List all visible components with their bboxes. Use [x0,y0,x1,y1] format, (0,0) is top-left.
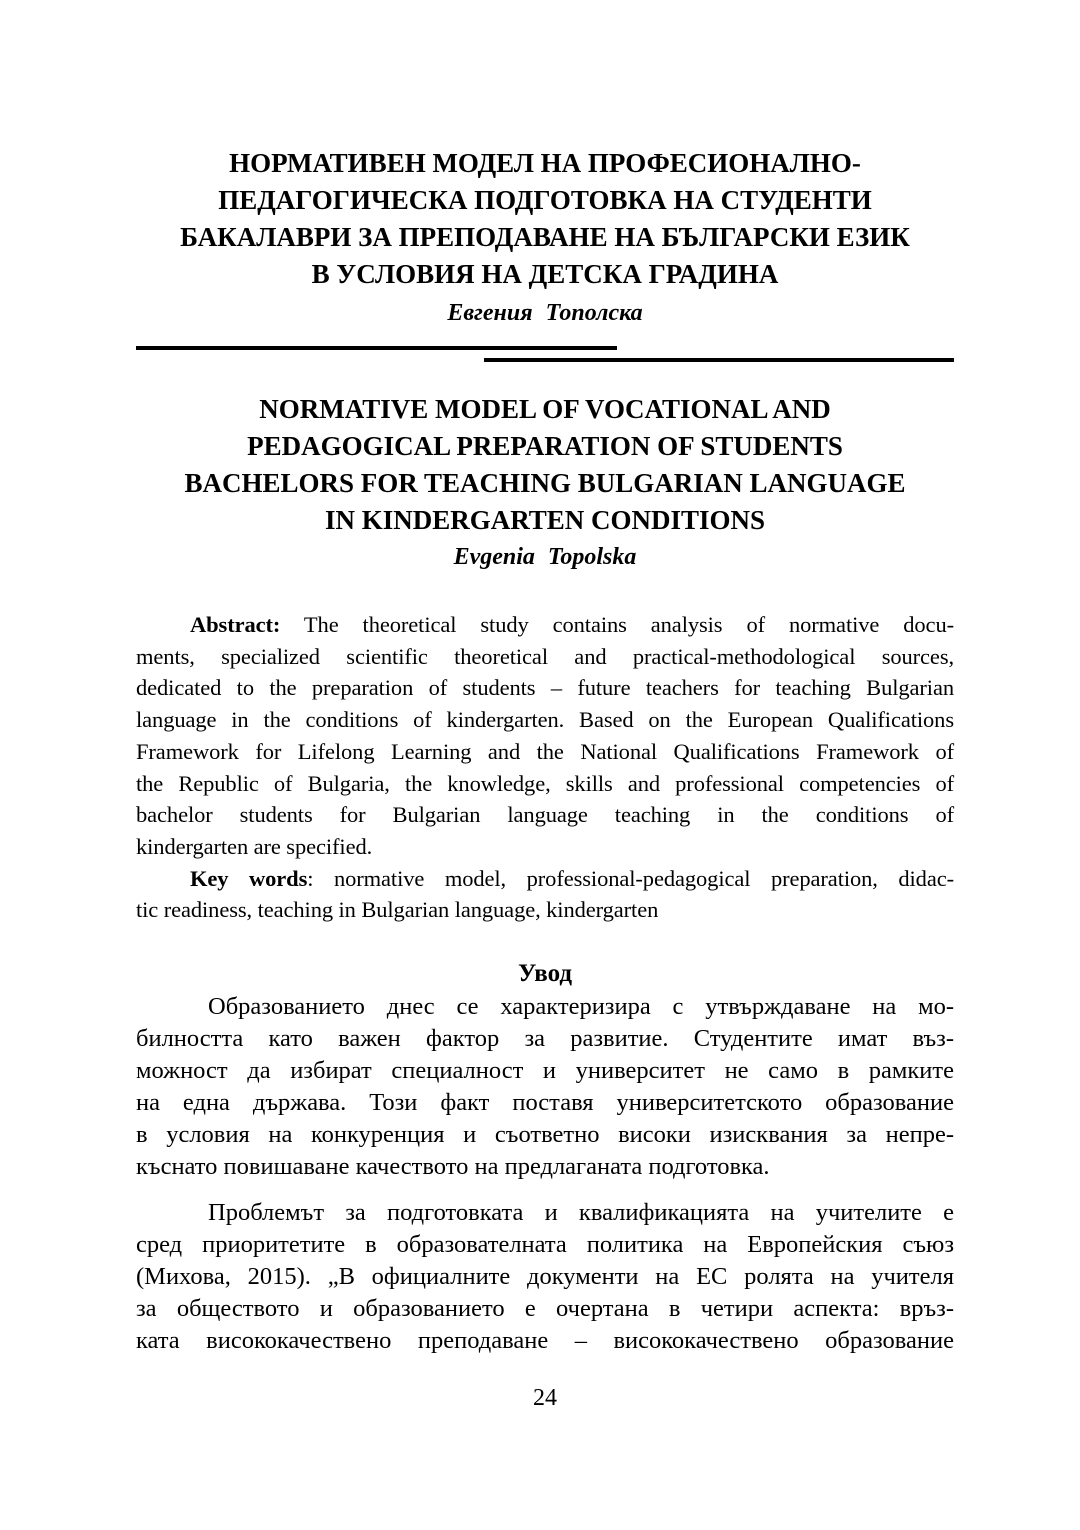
keywords-first-line-text: : normative model, professional-pedagogical preparation, didac- [307,865,954,891]
text-line: ката висококачествено преподаване – висококачествено образование [136,1327,954,1355]
text-line: В УСЛОВИЯ НА ДЕТСКА ГРАДИНА [311,259,779,289]
abstract-label: Abstract: [190,612,281,637]
text-line: ments, specialized scientific theoretical and practical-methodological sources, [136,643,954,669]
keywords-first-line [136,863,954,895]
intro-paragraph-2 [136,1197,954,1357]
text-line: the Republic of Bulgaria, the knowledge, skills and professional competencies of [136,770,954,796]
text-line: НОРМАТИВЕН МОДЕЛ НА ПРОФЕСИОНАЛНО- [229,148,861,178]
abstract-first-line [136,609,954,641]
divider-rule-left [136,346,617,350]
text-line: kindergarten are specified. [136,833,373,859]
article-title-english [136,391,954,539]
text-line: language in the conditions of kindergarten. Based on the European Qualifications [136,707,954,733]
text-line: Образованието днес се характеризира с утвърждаване на мо- [208,993,954,1021]
text-line: Framework for Lifelong Learning and the National Qualifications Framework of [136,738,954,764]
section-heading-uvod: Увод [517,960,573,988]
text-line: IN KINDERGARTEN CONDITIONS [324,505,766,535]
text-line: билността като важен фактор за развитие. Студентите имат въз- [136,1025,954,1053]
text-line: bachelor students for Bulgarian language teaching in the conditions of [136,802,954,828]
abstract-first-line-text: The theoretical study contains analysis of normative docu- [280,612,954,637]
page-content [136,0,954,1413]
keywords-label: Key words [190,865,308,891]
intro-paragraph-1 [136,991,954,1183]
author-name-bulgarian: Евгения Тополска [447,300,643,326]
text-line: tic readiness, teaching in Bulgarian language, kindergarten [136,897,659,923]
section-divider [136,346,954,362]
keywords-lines [136,894,954,926]
author-name-english: Evgenia Topolska [453,544,637,570]
text-line: ПЕДАГОГИЧЕСКА ПОДГОТОВКА НА СТУДЕНТИ [218,185,872,215]
text-line: BACHELORS FOR TEACHING BULGARIAN LANGUAGE [184,468,906,498]
text-line: dedicated to the preparation of students – future teachers for teaching Bulgarian [136,675,954,701]
text-line: (Михова, 2015). „В официалните документи на ЕС ролята на учителя [136,1263,954,1291]
article-title-bulgarian [136,145,954,293]
abstract-paragraph [136,609,954,863]
text-line: БАКАЛАВРИ ЗА ПРЕПОДАВАНЕ НА БЪЛГАРСКИ ЕЗИК [180,222,910,252]
text-line: къснато повишаване качеството на предлаганата подготовка. [136,1153,770,1181]
text-line: за обществото и образованието е очертана в четири аспекта: връз- [136,1295,954,1323]
text-line: сред приоритетите в образователната политика на Европейския съюз [136,1231,954,1259]
text-line: в условия на конкуренция и съответно високи изисквания за непре- [136,1121,954,1149]
text-line: можност да избират специалност и университет не само в рамките [136,1057,954,1085]
text-line: NORMATIVE MODEL OF VOCATIONAL AND [259,394,831,424]
page-number: 24 [533,1385,557,1412]
keywords-paragraph [136,863,954,926]
text-line: Проблемът за подготовката и квалификацията на учителите е [208,1199,954,1227]
divider-rule-right [484,358,954,362]
text-line: PEDAGOGICAL PREPARATION OF STUDENTS [247,431,843,461]
text-line: на една държава. Този факт поставя университетското образование [136,1089,954,1117]
abstract-lines [136,641,954,863]
